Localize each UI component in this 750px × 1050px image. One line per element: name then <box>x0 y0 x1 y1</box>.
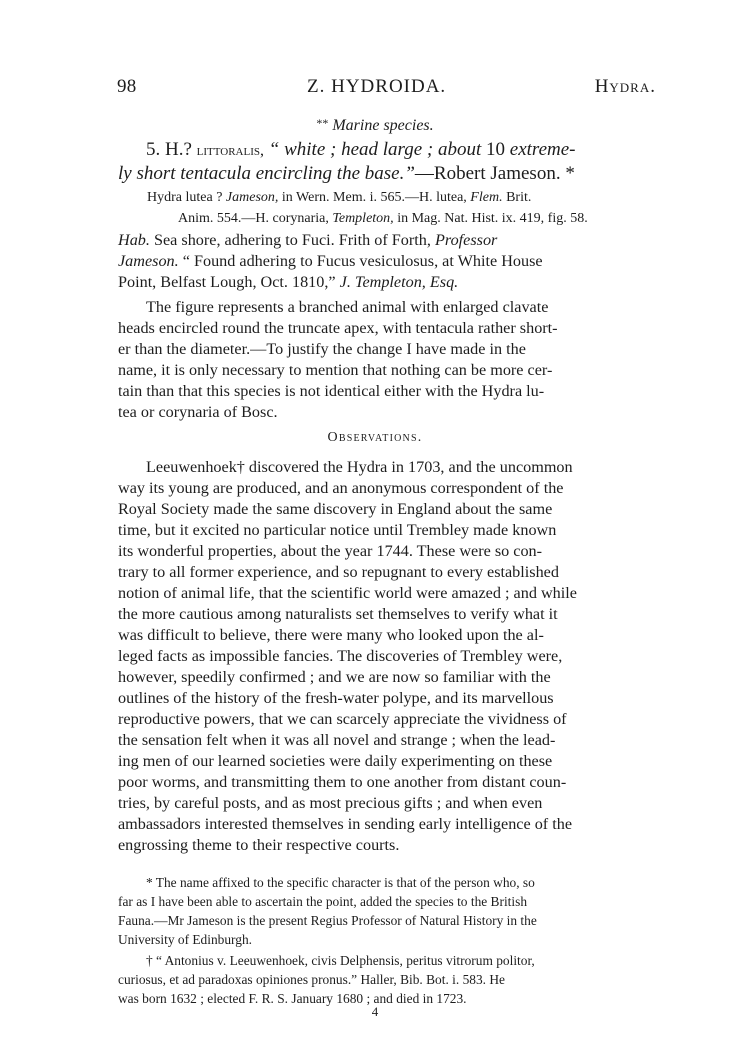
synonym-line-1 <box>147 190 531 206</box>
species-line-2 <box>118 163 575 185</box>
tentacle-count: 10 <box>486 139 506 160</box>
text-line: leged facts as impossible fancies. The discoveries of Trembley were, <box>118 647 563 665</box>
habitat-collector: J. Templeton, Esq. <box>339 273 459 291</box>
signature-mark: 4 <box>371 1004 379 1019</box>
subsection-heading <box>0 116 750 135</box>
footnote-line: * The name affixed to the specific character is that of the person who, so <box>146 875 535 890</box>
text-line: its wonderful properties, about the year 1744. These were so con- <box>118 542 543 560</box>
running-header <box>117 76 656 100</box>
subsection-marker: ** <box>316 116 329 130</box>
text-line: The figure represents a branched animal with enlarged clavate <box>146 298 549 316</box>
text-line: notion of animal life, that the scientific world were amazed ; and while <box>118 584 577 602</box>
text-line: poor worms, and transmitting them to one another from distant coun- <box>118 773 567 791</box>
synonym-author: Flem. <box>470 190 503 205</box>
species-line-1 <box>146 139 576 161</box>
running-title: Hydra. <box>594 76 656 97</box>
text-line: name, it is only necessary to mention that nothing can be more cer- <box>118 361 553 379</box>
synonym-text: in Wern. Mem. i. 565.—H. lutea, <box>278 190 471 205</box>
text-line: outlines of the history of the fresh-water polype, and its marvellous <box>118 689 554 707</box>
text-line: reproductive powers, that we can scarcely appreciate the vividness of <box>118 710 567 728</box>
text-line: ambassadors interested themselves in sending early intelligence of the <box>118 815 573 833</box>
species-number: 5. H.? <box>146 139 192 160</box>
habitat-line-2 <box>118 252 543 271</box>
species-author: —Robert Jameson. * <box>414 163 575 184</box>
synonym-text: Anim. 554.—H. corynaria, <box>178 211 333 226</box>
observations-heading: Observations. <box>327 430 423 445</box>
synonym-author: Jameson, <box>225 190 279 205</box>
text-line: time, but it excited no particular notice until Trembley made known <box>118 521 557 539</box>
text-line: the sensation felt when it was all novel and strange ; when the lead- <box>118 731 556 749</box>
footnote-line: far as I have been able to ascertain the point, added the species to the British <box>118 894 528 909</box>
footnote-line: University of Edinburgh. <box>118 932 253 947</box>
habitat-text: Point, Belfast Lough, Oct. 1810,” <box>118 273 340 291</box>
species-name: littoralis, <box>196 142 265 159</box>
text-line: was difficult to believe, there were many who looked upon the al- <box>118 626 544 644</box>
habitat-collector: Jameson. <box>118 252 179 270</box>
text-line: ing men of our learned societies were daily experimenting on these <box>118 752 553 770</box>
synonym-line-2 <box>178 211 588 227</box>
synonym-text: Hydra lutea ? <box>147 190 226 205</box>
subsection-title: Marine species. <box>332 117 434 134</box>
text-line: way its young are produced, and an anonymous correspondent of the <box>118 479 564 497</box>
habitat-collector: Professor <box>434 231 498 249</box>
species-character-end: ly short tentacula encircling the base.” <box>118 163 415 184</box>
text-line: Leeuwenhoek† discovered the Hydra in 1703, and the uncommon <box>146 458 573 476</box>
text-line: however, speedily confirmed ; and we are now so familiar with the <box>118 668 551 686</box>
text-line: engrossing theme to their respective courts. <box>118 836 400 854</box>
text-line: tea or corynaria of Bosc. <box>118 403 278 421</box>
text-line: tain than that this species is not identical either with the Hydra lu- <box>118 382 545 400</box>
footnote-line: Fauna.—Mr Jameson is the present Regius Professor of Natural History in the <box>118 913 537 928</box>
footnote-line: curiosus, et ad paradoxas opiniones pronus.” Haller, Bib. Bot. i. 583. He <box>118 972 505 987</box>
synonym-text: Brit. <box>502 190 532 205</box>
habitat-label: Hab. <box>118 231 150 249</box>
synonym-author: Templeton, <box>332 211 394 226</box>
footnote-line: was born 1632 ; elected F. R. S. January 1680 ; and died in 1723. <box>118 991 467 1006</box>
footnote-line: † “ Antonius v. Leeuwenhoek, civis Delphensis, peritus vitrorum politor, <box>146 953 535 968</box>
text-line: the more cautious among naturalists set themselves to verify what it <box>118 605 558 623</box>
text-line: tries, by careful posts, and as most precious gifts ; and when even <box>118 794 543 812</box>
text-line: trary to all former experience, and so repugnant to every established <box>118 563 559 581</box>
page-number: 98 <box>117 76 137 97</box>
species-character-cont: extreme- <box>509 139 576 160</box>
habitat-line-1 <box>118 231 497 250</box>
text-line: heads encircled round the truncate apex, with tentacula rather short- <box>118 319 558 337</box>
text-line: Royal Society made the same discovery in England about the same <box>118 500 553 518</box>
species-character: “ white ; head large ; about <box>268 139 482 160</box>
text-line: er than the diameter.—To justify the change I have made in the <box>118 340 526 358</box>
habitat-text: “ Found adhering to Fucus vesiculosus, at White House <box>178 252 543 270</box>
habitat-line-3 <box>118 273 458 292</box>
synonym-text: in Mag. Nat. Hist. ix. 419, fig. 58. <box>393 211 588 226</box>
chapter-title: Z. HYDROIDA. <box>307 76 447 97</box>
habitat-text: Sea shore, adhering to Fuci. Frith of Forth, <box>149 231 435 249</box>
